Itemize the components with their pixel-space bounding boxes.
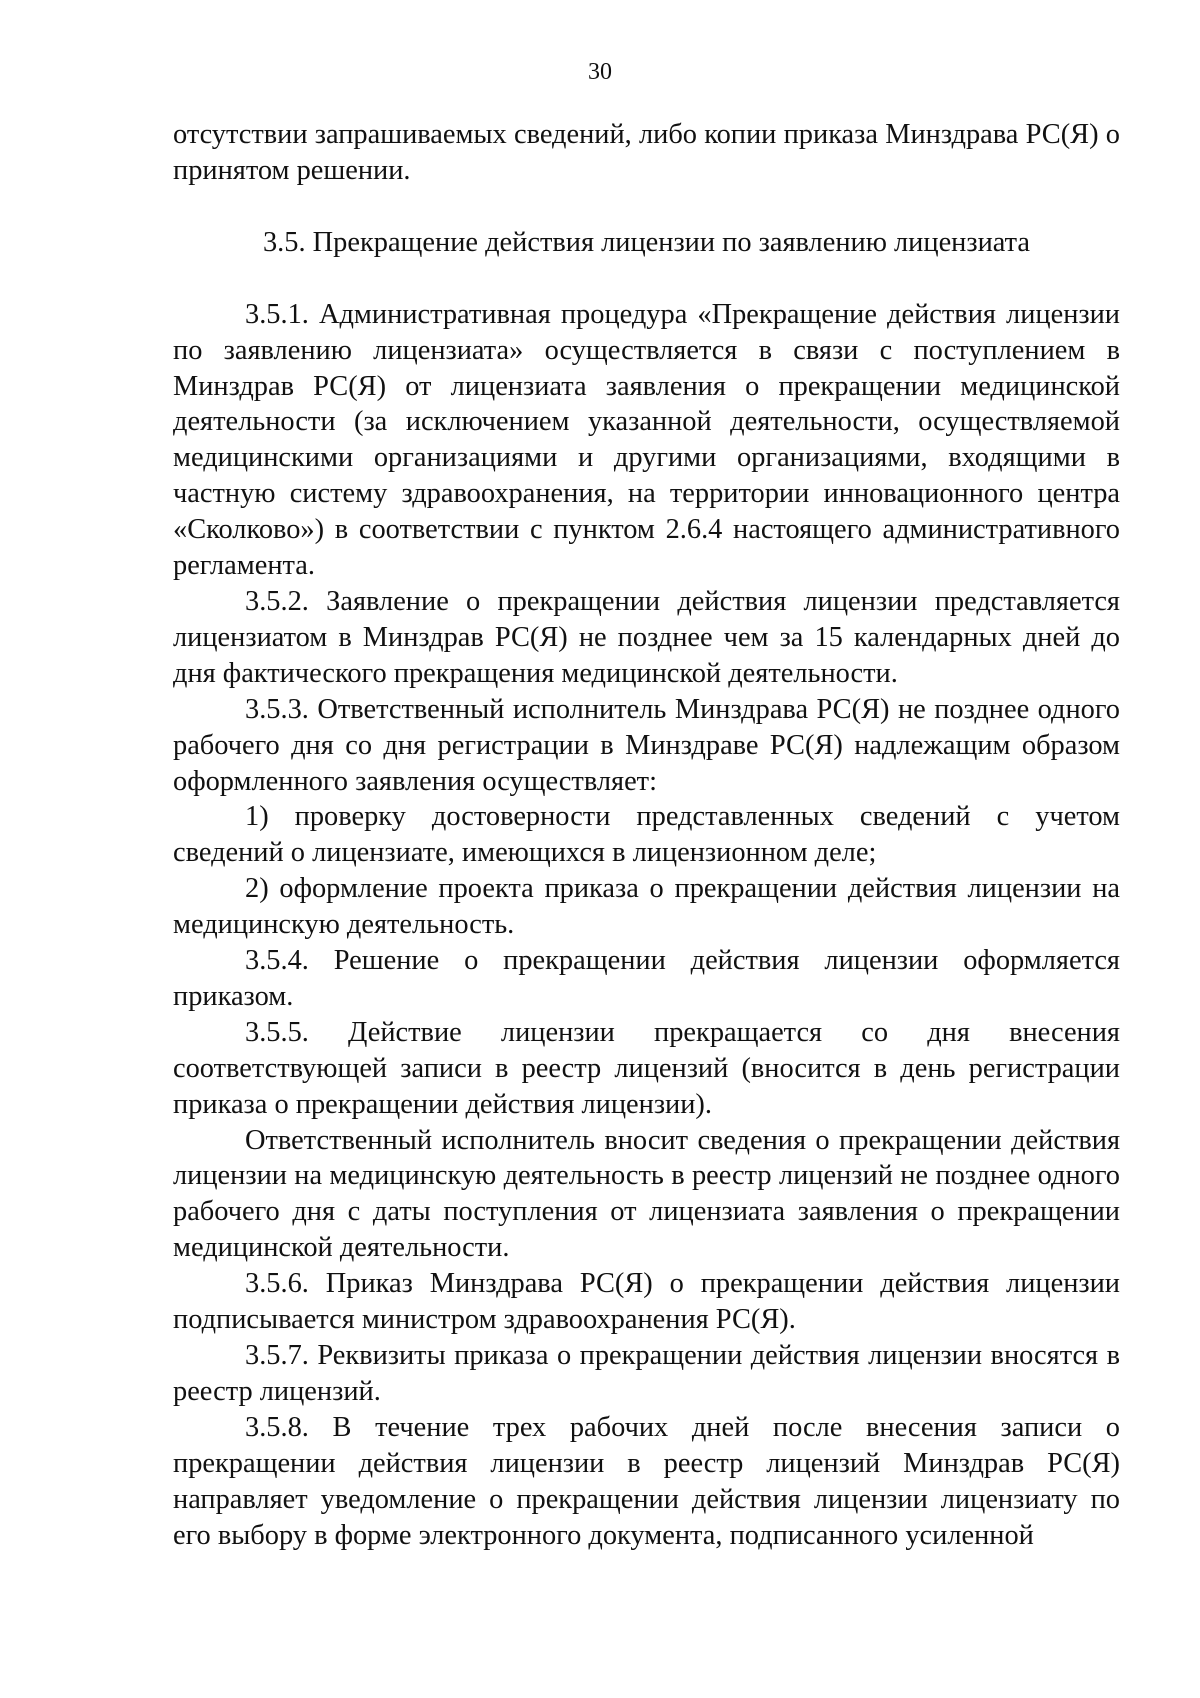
paragraph-responsible-executor: Ответственный исполнитель вносит сведения о прекращении действия лицензии на медицинскую деятельность в реестр лицензий не позднее одного рабочего дня с даты поступления от лицензиата заявления о прекращении медицинской деятельности.: [173, 1124, 1120, 1264]
list-item-1: 1) проверку достоверности представленных сведений с учетом сведений о лицензиате, имеющихся в лицензионном деле;: [173, 801, 1120, 869]
paragraph-3-5-8: 3.5.8. В течение трех рабочих дней после внесения записи о прекращении действия лицензии в реестр лицензий Минздрав РС(Я) направляет уведомление о прекращении действия лицензии лицензиату по его выбору в форме электронного документа, подписанного усиленной: [173, 1411, 1120, 1551]
paragraph-3-5-3: 3.5.3. Ответственный исполнитель Минздрава РС(Я) не позднее одного рабочего дня со дня регистрации в Минздраве РС(Я) надлежащим образом оформленного заявления осуществляет:: [173, 693, 1120, 797]
page-number: 30: [588, 59, 612, 85]
paragraph-3-5-2: 3.5.2. Заявление о прекращении действия лицензии представляется лицензиатом в Минздрав РС(Я) не позднее чем за 15 календарных дней до дня фактического прекращения медицинской деятельности.: [173, 585, 1120, 689]
section-heading: 3.5. Прекращение действия лицензии по заявлению лицензиата: [262, 226, 1030, 258]
paragraph-3-5-1: 3.5.1. Административная процедура «Прекращение действия лицензии по заявлению лицензиата» осуществляется в связи с поступлением в Минздрав РС(Я) от лицензиата заявления о прекращении медицинской деятельности (за исключением указанной деятельности, осуществляемой медицинскими организациями и другими организациями, входящими в частную систему здравоохранения, на территории инновационного центра «Сколково») в соответствии с пунктом 2.6.4 настоящего административного регламента.: [173, 298, 1120, 582]
document-body: [173, 117, 1120, 1553]
paragraph-3-5-7: 3.5.7. Реквизиты приказа о прекращении действия лицензии вносятся в реестр лицензий.: [173, 1340, 1120, 1407]
paragraph-3-5-5: 3.5.5. Действие лицензии прекращается со дня внесения соответствующей записи в реестр лицензий (вносится в день регистрации приказа о прекращении действия лицензии).: [173, 1016, 1120, 1120]
paragraph-3-5-4: 3.5.4. Решение о прекращении действия лицензии оформляется приказом.: [173, 945, 1120, 1012]
paragraph-3-5-6: 3.5.6. Приказ Минздрава РС(Я) о прекращении действия лицензии подписывается министром здравоохранения РС(Я).: [173, 1268, 1120, 1336]
list-item-2: 2) оформление проекта приказа о прекращении действия лицензии на медицинскую деятельность.: [173, 873, 1120, 941]
continuation-paragraph: отсутствии запрашиваемых сведений, либо копии приказа Минздрава РС(Я) о принятом решении.: [173, 119, 1120, 186]
